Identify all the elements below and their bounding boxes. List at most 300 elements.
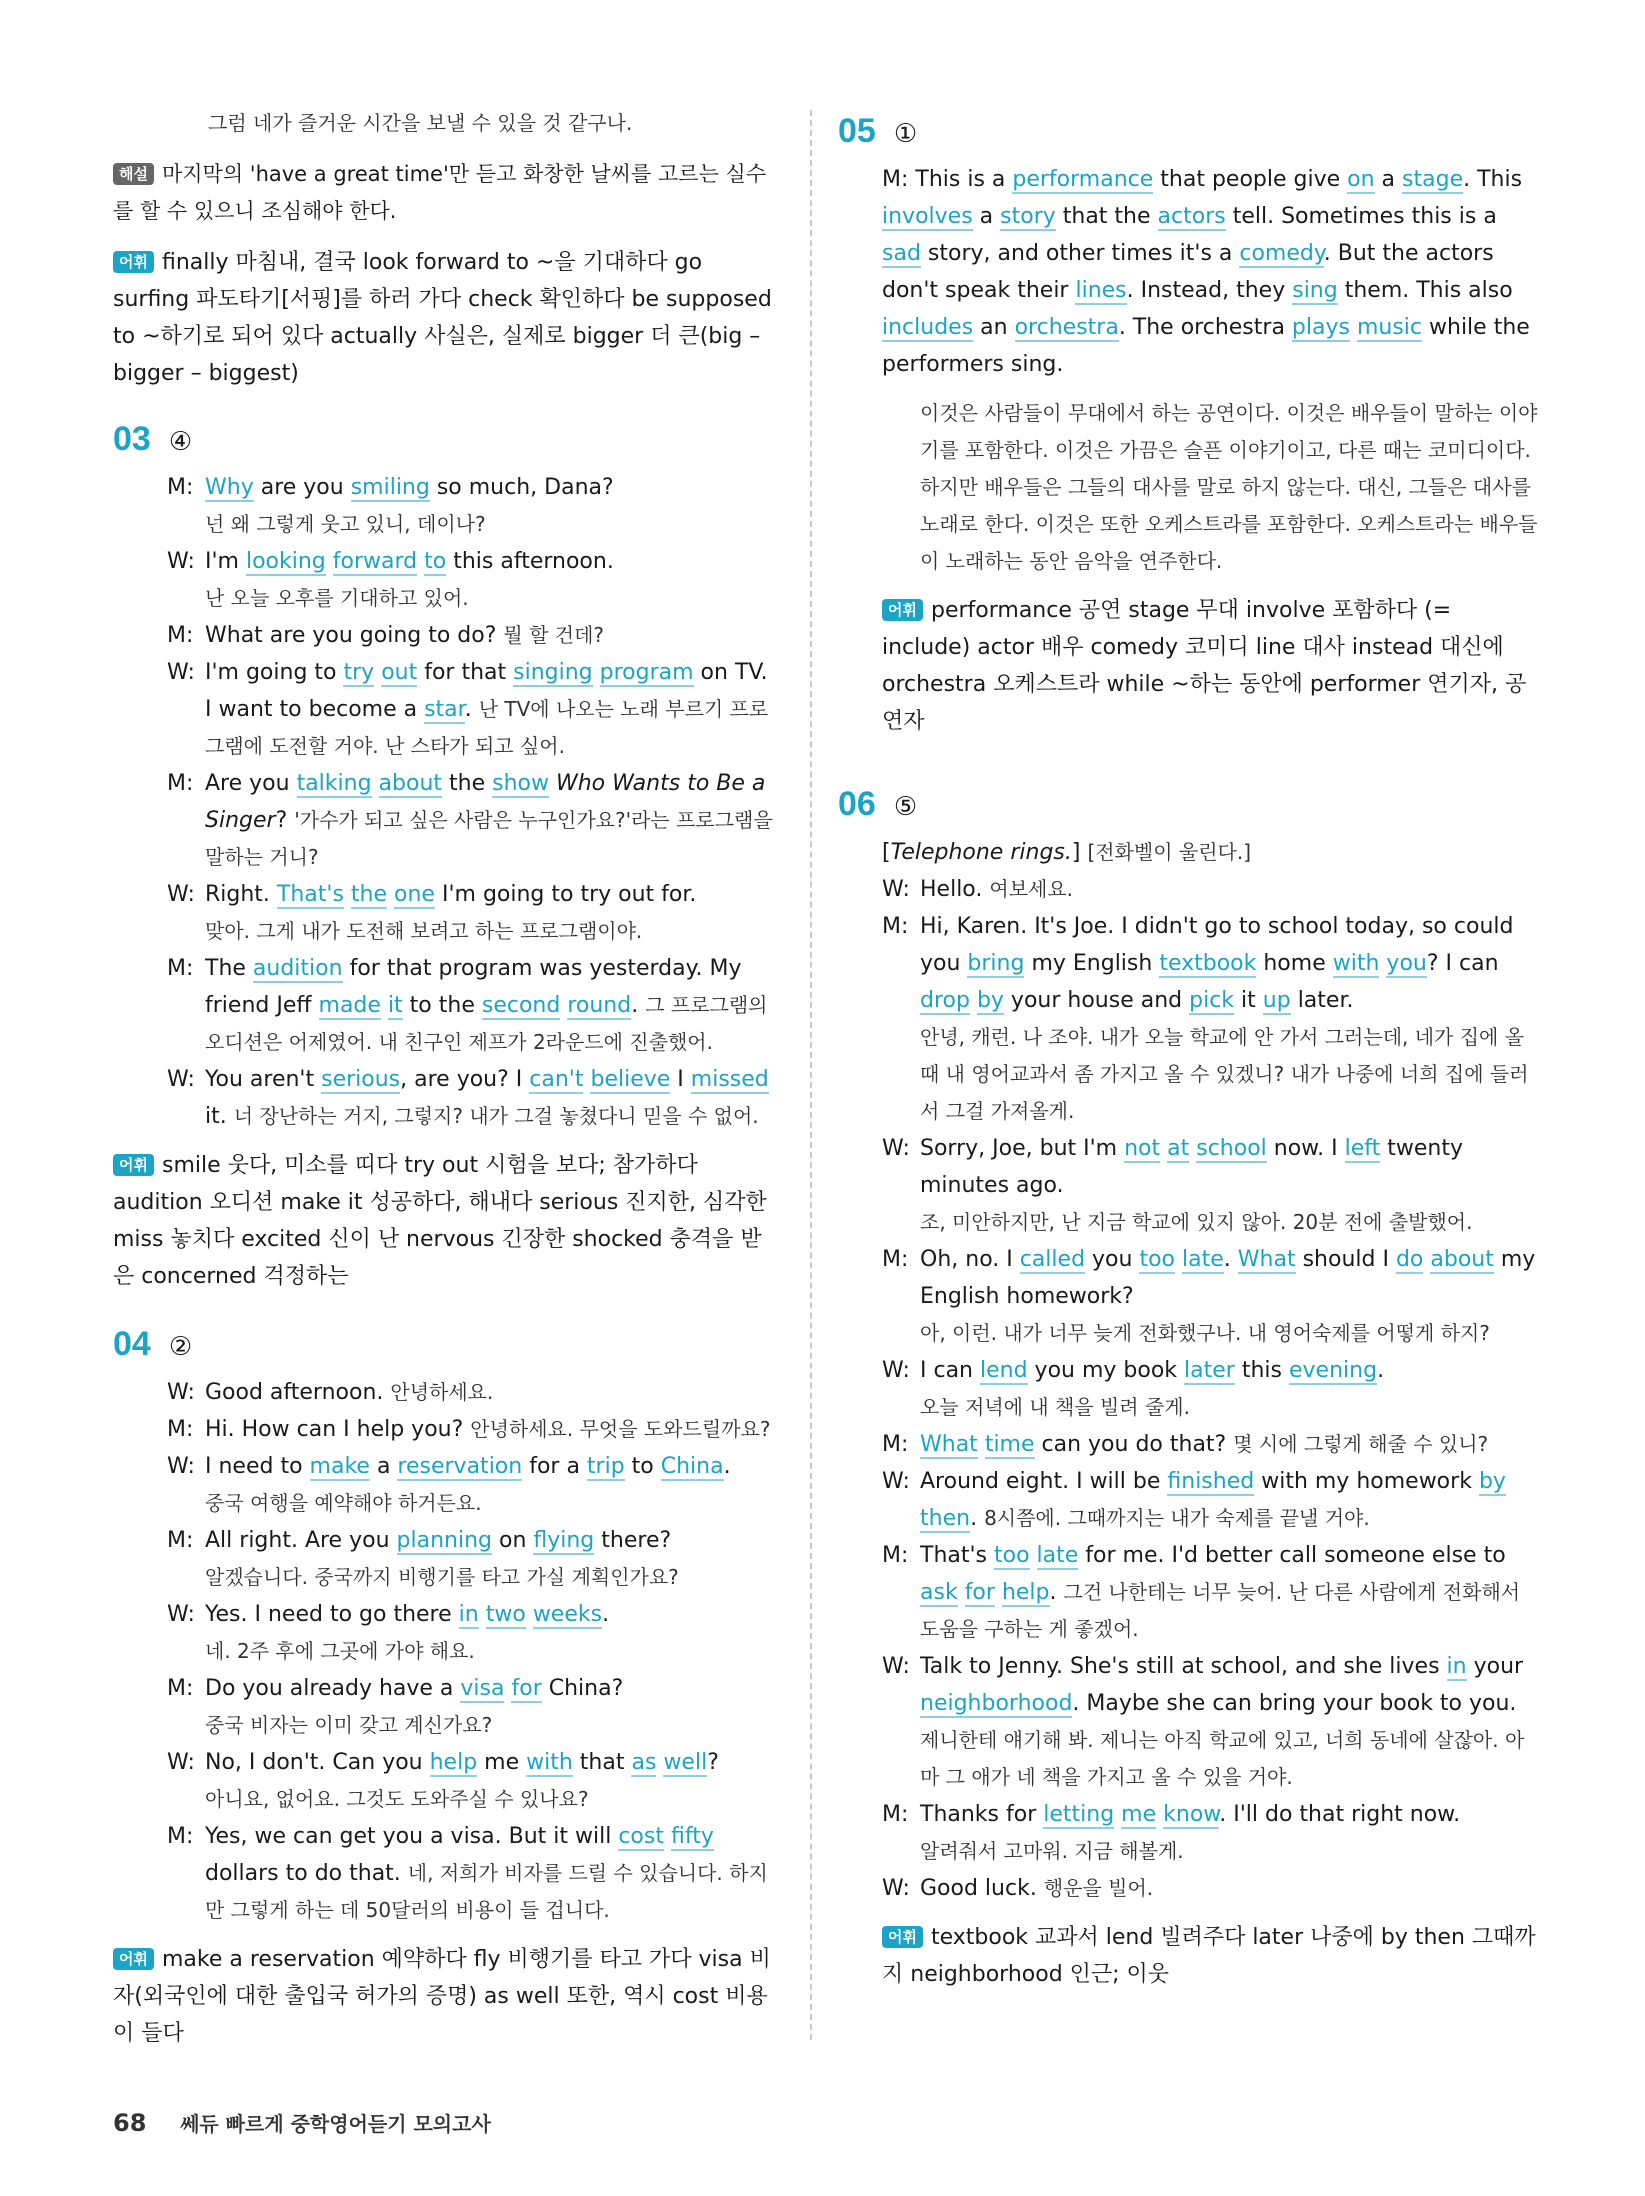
q03-header bbox=[113, 420, 781, 459]
blank-answer: at bbox=[1167, 1136, 1190, 1161]
utterance bbox=[920, 1463, 1538, 1537]
blank-answer: by bbox=[1478, 1469, 1506, 1494]
stage-direction-text: Telephone rings. bbox=[890, 840, 1072, 865]
question-number: 04 bbox=[113, 1325, 151, 1363]
speaker-label: M: bbox=[167, 956, 194, 981]
dialog-text: there? bbox=[594, 1528, 672, 1553]
q05-monologue bbox=[882, 161, 1538, 383]
blank-answer: for bbox=[964, 1580, 995, 1605]
blank-answer: time bbox=[984, 1432, 1035, 1457]
dialog-text: you my book bbox=[1027, 1358, 1185, 1383]
question-answer: ⑤ bbox=[893, 792, 918, 822]
blank-answer: in bbox=[458, 1602, 479, 1627]
blank-answer: ask bbox=[920, 1580, 958, 1605]
page-footer bbox=[113, 2108, 491, 2137]
dialog-text bbox=[978, 1432, 985, 1457]
dialog-text: China? bbox=[541, 1676, 624, 1701]
question-answer: ④ bbox=[168, 427, 193, 457]
korean-translation: 안녕하세요. 무엇을 도와드릴까요? bbox=[470, 1417, 771, 1441]
dialog-text: an bbox=[973, 315, 1015, 340]
dialog-line bbox=[167, 1448, 781, 1522]
blank-answer: pick bbox=[1189, 988, 1235, 1013]
speaker-label: W: bbox=[167, 1602, 195, 1627]
blank-answer: drop bbox=[920, 988, 970, 1013]
blank-answer: can't bbox=[529, 1067, 584, 1092]
dialog-line bbox=[167, 876, 781, 950]
blank-answer: about bbox=[378, 771, 443, 796]
speaker-label: M: bbox=[167, 1824, 194, 1849]
korean-translation: '가수가 되고 싶은 사람은 누구인가요?'라는 프로그램을 말하는 거니? bbox=[205, 808, 773, 869]
utterance bbox=[920, 908, 1538, 1019]
speaker-label: M: bbox=[882, 1247, 909, 1272]
dialog-text: that people give bbox=[1153, 167, 1348, 192]
blank-answer: one bbox=[394, 882, 435, 907]
dialog-text bbox=[344, 882, 351, 907]
korean-translation: 그건 나한테는 너무 늦어. 난 다른 사람에게 전화해서 도움을 구하는 게 좋겠어. bbox=[920, 1580, 1521, 1641]
vocab-text: finally 마침내, 결국 look forward to ~을 기대하다 go surfing 파도타기[서핑]를 하러 가다 check 확인하다 be supposed to ~하기로 되어 있다 actually 사실은, 실제로 bigger 더 큰(big – bigger – biggest) bbox=[113, 250, 772, 386]
utterance bbox=[205, 1411, 781, 1448]
blank-answer: music bbox=[1356, 315, 1423, 340]
blank-answer: trip bbox=[586, 1454, 625, 1479]
explanation-text: 마지막의 'have a great time'만 듣고 화창한 날씨를 고르는 실수를 할 수 있으니 조심해야 한다. bbox=[113, 162, 767, 223]
q03-dialog bbox=[167, 469, 781, 1135]
blank-answer: two bbox=[485, 1602, 526, 1627]
dialog-text: Sorry, Joe, but I'm bbox=[920, 1136, 1125, 1161]
dialog-text: ? bbox=[707, 1750, 719, 1775]
dialog-text: your house and bbox=[1003, 988, 1190, 1013]
speaker-label: W: bbox=[167, 660, 195, 685]
dialog-text: with my homework bbox=[1254, 1469, 1479, 1494]
blank-answer: comedy bbox=[1239, 241, 1324, 266]
korean-translation: 난 오늘 오후를 기대하고 있어. bbox=[205, 586, 469, 610]
vocab-tag: 어휘 bbox=[882, 599, 923, 621]
blank-answer: neighborhood bbox=[920, 1691, 1073, 1716]
dialog-line bbox=[167, 654, 781, 765]
speaker-label: M: bbox=[167, 475, 194, 500]
dialog-text: . I'll do that right now. bbox=[1219, 1802, 1461, 1827]
korean-translation: 네, 저희가 비자를 드릴 수 있습니다. 하지만 그렇게 하는 데 50달러의 비용이 들 겁니다. bbox=[205, 1861, 768, 1922]
dialog-text: Do you already have a bbox=[205, 1676, 461, 1701]
dialog-line bbox=[167, 469, 781, 543]
dialog-text: Thanks for bbox=[920, 1802, 1044, 1827]
dialog-text: Hello. bbox=[920, 877, 990, 902]
korean-translation: 맞아. 그게 내가 도전해 보려고 하는 프로그램이야. bbox=[205, 919, 643, 943]
dialog-line bbox=[167, 617, 781, 654]
dialog-text: You aren't bbox=[205, 1067, 322, 1092]
korean-translation: 그 프로그램의 오디션은 어제였어. 내 친구인 제프가 2라운드에 진출했어. bbox=[205, 993, 768, 1054]
dialog-text: I'm going to try out for. bbox=[434, 882, 697, 907]
blank-answer: evening bbox=[1289, 1358, 1378, 1383]
dialog-text: it bbox=[1234, 988, 1263, 1013]
dialog-text bbox=[970, 988, 977, 1013]
blank-answer: on bbox=[1347, 167, 1375, 192]
dialog-line bbox=[167, 1596, 781, 1670]
dialog-text: No, I don't. Can you bbox=[205, 1750, 430, 1775]
speaker-label: W: bbox=[167, 1380, 195, 1405]
q05-translation: 이것은 사람들이 무대에서 하는 공연이다. 이것은 배우들이 말하는 이야기를 포함한다. 이것은 가끔은 슬픈 이야기이고, 다른 때는 코미디이다. 하지만 배우들은 그들의 대사를 말로 하지 않는다. 대신, 그들은 대사를 노래로 한다. 이것은 또한 오케스트라를 포함한다. 오케스트라는 배우들이 노래하는 동안 음악을 연주한다. bbox=[920, 401, 1538, 573]
vocab-text: smile 웃다, 미소를 띠다 try out 시험을 보다; 참가하다 audition 오디션 make it 성공하다, 해내다 serious 진지한, 심각한 miss 놓치다 excited 신이 난 nervous 긴장한 shocked 충격을 받은 concerned 걱정하는 bbox=[113, 1153, 767, 1289]
dialog-text: , are you? I bbox=[400, 1067, 530, 1092]
blank-answer: finished bbox=[1167, 1469, 1255, 1494]
blank-answer: in bbox=[1446, 1654, 1467, 1679]
blank-answer: with bbox=[1332, 951, 1380, 976]
speaker-label: M: bbox=[882, 914, 909, 939]
blank-answer: with bbox=[526, 1750, 573, 1775]
vocab-text: performance 공연 stage 무대 involve 포함하다 (= include) actor 배우 comedy 코미디 line 대사 instead 대신에 orchestra 오케스트라 while ~하는 동안에 performer 연기자, 공연자 bbox=[882, 598, 1527, 734]
utterance bbox=[205, 1744, 781, 1781]
dialog-text: on TV. I want to become a bbox=[205, 660, 768, 722]
dialog-text: it. bbox=[205, 1104, 234, 1129]
dialog-text: I'm going to bbox=[205, 660, 344, 685]
speaker-label: W: bbox=[882, 1358, 910, 1383]
blank-answer: about bbox=[1430, 1247, 1494, 1272]
blank-answer: made bbox=[318, 993, 381, 1018]
korean-translation: 알려줘서 고마워. 지금 해볼게. bbox=[920, 1839, 1184, 1863]
blank-answer: then bbox=[920, 1506, 971, 1531]
utterance bbox=[205, 617, 781, 654]
blank-answer: too bbox=[994, 1543, 1030, 1568]
speaker-label: W: bbox=[882, 1136, 910, 1161]
blank-answer: up bbox=[1262, 988, 1291, 1013]
dialog-text bbox=[381, 993, 388, 1018]
explanation bbox=[113, 156, 781, 230]
dialog-text bbox=[549, 771, 556, 796]
dialog-text: I bbox=[670, 1067, 691, 1092]
dialog-text: them. This also bbox=[1337, 278, 1513, 303]
dialog-text: . Maybe she can bring your book to you. bbox=[1072, 1691, 1517, 1716]
blank-answer: the bbox=[350, 882, 388, 907]
dialog-text bbox=[387, 882, 394, 907]
dialog-line bbox=[167, 1522, 781, 1596]
vocab-box bbox=[882, 592, 1538, 740]
blank-answer: China bbox=[660, 1454, 724, 1479]
dialog-text: so much, Dana? bbox=[429, 475, 614, 500]
dialog-text: Yes, we can get you a visa. But it will bbox=[205, 1824, 619, 1849]
dialog-text: me bbox=[477, 1750, 527, 1775]
korean-translation: 조, 미안하지만, 난 지금 학교에 있지 않아. 20분 전에 출발했어. bbox=[920, 1210, 1473, 1234]
dialog-text: Good afternoon. bbox=[205, 1380, 391, 1405]
blank-answer: too bbox=[1139, 1247, 1176, 1272]
blank-answer: forward bbox=[332, 549, 418, 574]
blank-answer: includes bbox=[882, 315, 974, 340]
dialog-text: What are you going to do? bbox=[205, 623, 504, 648]
q04-dialog bbox=[167, 1374, 781, 1929]
dialog-text: for a bbox=[522, 1454, 587, 1479]
blank-answer: actors bbox=[1157, 204, 1226, 229]
blank-answer: sing bbox=[1292, 278, 1338, 303]
dialog-line bbox=[167, 1374, 781, 1411]
dialog-text: . bbox=[1223, 1247, 1238, 1272]
dialog-text: story, and other times it's a bbox=[920, 241, 1240, 266]
dialog-text: that the bbox=[1055, 204, 1158, 229]
dialog-text bbox=[995, 1580, 1002, 1605]
utterance bbox=[205, 543, 781, 580]
blank-answer: lend bbox=[980, 1358, 1028, 1383]
q06-dialog bbox=[882, 871, 1538, 1907]
korean-translation: 중국 비자는 이미 갖고 계신가요? bbox=[205, 1713, 493, 1737]
blank-answer: believe bbox=[590, 1067, 671, 1092]
dialog-text: . bbox=[1377, 1358, 1385, 1383]
korean-translation: 제니한테 얘기해 봐. 제니는 아직 학교에 있고, 너희 동네에 살잖아. 아마 그 애가 네 책을 가지고 올 수 있을 거야. bbox=[920, 1728, 1525, 1789]
blank-answer: sad bbox=[882, 241, 921, 266]
dialog-text: ? bbox=[275, 808, 295, 833]
utterance bbox=[205, 654, 781, 765]
blank-answer: it bbox=[387, 993, 403, 1018]
dialog-text: ? I can bbox=[1426, 951, 1499, 976]
stage-direction-ko: [전화벨이 울린다.] bbox=[1087, 840, 1251, 864]
dialog-line bbox=[882, 1241, 1538, 1352]
dialog-line bbox=[882, 1426, 1538, 1463]
blank-answer: program bbox=[599, 660, 694, 685]
utterance bbox=[205, 765, 781, 876]
korean-translation: 안녕, 캐런. 나 조야. 내가 오늘 학교에 안 가서 그러는데, 네가 집에 올 때 내 영어교과서 좀 가지고 올 수 있겠니? 내가 나중에 너희 집에 들러서 그걸 가져올게. bbox=[920, 1025, 1529, 1123]
dialog-text: for that program was yesterday. My friend Jeff bbox=[205, 956, 742, 1018]
top-left-block bbox=[113, 105, 781, 392]
speaker-label: W: bbox=[167, 549, 195, 574]
dialog-text: . bbox=[723, 1454, 731, 1479]
blank-answer: fifty bbox=[670, 1824, 714, 1849]
korean-translation: 너 장난하는 거지, 그렇지? 내가 그걸 놓쳤다니 믿을 수 없어. bbox=[233, 1104, 759, 1128]
blank-answer: try bbox=[343, 660, 375, 685]
dialog-text: later. bbox=[1290, 988, 1354, 1013]
dialog-text: . bbox=[631, 993, 646, 1018]
dialog-text: . bbox=[602, 1602, 610, 1627]
dialog-line bbox=[167, 765, 781, 876]
dialog-text bbox=[326, 549, 333, 574]
dialog-text: Talk to Jenny. She's still at school, and she lives bbox=[920, 1654, 1447, 1679]
dialog-line bbox=[882, 1648, 1538, 1796]
dialog-line bbox=[167, 1061, 781, 1135]
utterance bbox=[920, 1870, 1538, 1907]
utterance bbox=[205, 469, 781, 506]
dialog-text: should I bbox=[1295, 1247, 1396, 1272]
speaker-label: W: bbox=[882, 1469, 910, 1494]
dialog-line bbox=[882, 908, 1538, 1130]
utterance bbox=[205, 1448, 781, 1485]
dialog-text: for me. I'd better call someone else to bbox=[1078, 1543, 1506, 1568]
speaker-label: M: bbox=[167, 1676, 194, 1701]
question-number: 06 bbox=[838, 785, 876, 823]
q06-header bbox=[838, 785, 1538, 824]
dialog-text: twenty minutes ago. bbox=[920, 1136, 1464, 1198]
dialog-text: this afternoon. bbox=[446, 549, 614, 574]
dialog-text bbox=[593, 660, 600, 685]
blank-answer: know bbox=[1163, 1802, 1220, 1827]
dialog-text: Right. bbox=[205, 882, 277, 907]
blank-answer: make bbox=[309, 1454, 370, 1479]
blank-answer: story bbox=[1000, 204, 1056, 229]
question-number: 03 bbox=[113, 420, 151, 458]
dialog-text: . bbox=[464, 697, 479, 722]
question-answer: ① bbox=[893, 119, 918, 149]
blank-answer: involves bbox=[882, 204, 973, 229]
blank-answer: well bbox=[663, 1750, 708, 1775]
korean-translation: 몇 시에 그렇게 해줄 수 있니? bbox=[1233, 1432, 1489, 1456]
speaker-label: W: bbox=[167, 1454, 195, 1479]
utterance bbox=[205, 1061, 781, 1135]
dialog-line bbox=[167, 950, 781, 1061]
dialog-text: . The orchestra bbox=[1118, 315, 1292, 340]
q04-section bbox=[113, 1325, 781, 2052]
utterance bbox=[205, 1522, 781, 1559]
blank-answer: to bbox=[424, 549, 447, 574]
speaker-label: M: bbox=[167, 771, 194, 796]
blank-answer: star bbox=[424, 697, 465, 722]
korean-translation: 난 TV에 나오는 노래 부르기 프로그램에 도전할 거야. 난 스타가 되고 싶어. bbox=[205, 697, 769, 758]
dialog-text: a bbox=[972, 204, 1001, 229]
utterance bbox=[920, 1426, 1538, 1463]
vocab-tag: 어휘 bbox=[882, 1926, 923, 1948]
blank-answer: weeks bbox=[532, 1602, 603, 1627]
dialog-text: The bbox=[205, 956, 253, 981]
dialog-text: to the bbox=[402, 993, 482, 1018]
vocab-box bbox=[882, 1919, 1538, 1993]
blank-answer: planning bbox=[396, 1528, 492, 1553]
dialog-line bbox=[882, 1352, 1538, 1426]
utterance bbox=[205, 1818, 781, 1929]
dialog-text: Hi. How can I help you? bbox=[205, 1417, 471, 1442]
book-title: 쎄듀 빠르게 중학영어듣기 모의고사 bbox=[180, 2112, 491, 2136]
blank-answer: by bbox=[976, 988, 1004, 1013]
dialog-text: home bbox=[1256, 951, 1333, 976]
dialog-text bbox=[372, 771, 379, 796]
utterance bbox=[920, 871, 1538, 908]
speaker-label: W: bbox=[882, 1654, 910, 1679]
vocab-tag: 어휘 bbox=[113, 1154, 154, 1176]
blank-answer: Why bbox=[205, 475, 254, 500]
utterance bbox=[205, 950, 781, 1061]
blank-answer: performance bbox=[1012, 167, 1154, 192]
dialog-text: my English homework? bbox=[920, 1247, 1536, 1309]
dialog-line bbox=[167, 1411, 781, 1448]
blank-answer: show bbox=[492, 771, 549, 796]
utterance bbox=[205, 876, 781, 913]
vocab-tag: 어휘 bbox=[113, 1948, 154, 1970]
blank-answer: stage bbox=[1402, 167, 1464, 192]
blank-answer: What bbox=[1237, 1247, 1296, 1272]
dialog-text: Oh, no. I bbox=[920, 1247, 1020, 1272]
speaker-label: M: bbox=[882, 1432, 909, 1457]
korean-translation: 아, 이런. 내가 너무 늦게 전화했구나. 내 영어숙제를 어떻게 하지? bbox=[920, 1321, 1490, 1345]
dialog-text: for that bbox=[417, 660, 514, 685]
utterance bbox=[920, 1537, 1538, 1648]
stage-direction: [Telephone rings.] [전화벨이 울린다.] bbox=[882, 840, 1251, 865]
dialog-text: That's bbox=[920, 1543, 994, 1568]
explanation-tag: 해설 bbox=[113, 163, 154, 185]
korean-translation: 아니요, 없어요. 그것도 도와주실 수 있나요? bbox=[205, 1787, 589, 1811]
blank-answer: school bbox=[1196, 1136, 1267, 1161]
vocab-box bbox=[113, 244, 781, 392]
blank-answer: singing bbox=[513, 660, 593, 685]
speaker-label: M: bbox=[167, 1528, 194, 1553]
korean-translation: 네. 2주 후에 그곳에 가야 해요. bbox=[205, 1639, 475, 1663]
utterance bbox=[920, 1241, 1538, 1315]
blank-answer: cost bbox=[618, 1824, 664, 1849]
q03-section bbox=[113, 420, 781, 1295]
dialog-text bbox=[958, 1580, 965, 1605]
q05-header bbox=[838, 112, 1538, 151]
blank-answer: bring bbox=[967, 951, 1025, 976]
blank-answer: help bbox=[1001, 1580, 1050, 1605]
utterance bbox=[205, 1374, 781, 1411]
blank-answer: visa bbox=[460, 1676, 505, 1701]
korean-translation: 알겠습니다. 중국까지 비행기를 타고 가실 계획인가요? bbox=[205, 1565, 679, 1589]
dialog-text: Are you bbox=[205, 771, 297, 796]
vocab-text: textbook 교과서 lend 빌려주다 later 나중에 by then 그때까지 neighborhood 인근; 이웃 bbox=[882, 1925, 1536, 1987]
speaker-label: M: bbox=[167, 1417, 194, 1442]
blank-answer: textbook bbox=[1159, 951, 1257, 976]
dialog-text: Around eight. I will be bbox=[920, 1469, 1168, 1494]
blank-answer: plays bbox=[1291, 315, 1350, 340]
utterance bbox=[920, 1648, 1538, 1796]
dialog-text: that bbox=[572, 1750, 632, 1775]
blank-answer: What bbox=[920, 1432, 978, 1457]
title-text: Who Wants to Be a Singer bbox=[205, 771, 766, 833]
blank-answer: missed bbox=[690, 1067, 769, 1092]
utterance bbox=[920, 1130, 1538, 1204]
blank-answer: orchestra bbox=[1014, 315, 1119, 340]
dialog-text: M: This is a bbox=[882, 167, 1013, 192]
utterance bbox=[205, 1596, 781, 1633]
dialog-line bbox=[167, 1744, 781, 1818]
speaker-label: W: bbox=[882, 877, 910, 902]
blank-answer: as bbox=[631, 1750, 657, 1775]
blank-answer: late bbox=[1182, 1247, 1224, 1272]
korean-translation: 중국 여행을 예약해야 하거든요. bbox=[205, 1491, 482, 1515]
blank-answer: smiling bbox=[350, 475, 430, 500]
blank-answer: flying bbox=[533, 1528, 595, 1553]
dialog-line bbox=[882, 1537, 1538, 1648]
blank-answer: called bbox=[1019, 1247, 1086, 1272]
blank-answer: That's bbox=[276, 882, 344, 907]
speaker-label: M: bbox=[167, 623, 194, 648]
vocab-box bbox=[113, 1147, 781, 1295]
speaker-label: W: bbox=[882, 1876, 910, 1901]
dialog-text: a bbox=[369, 1454, 398, 1479]
dialog-text: I'm bbox=[205, 549, 246, 574]
blank-answer: second bbox=[481, 993, 561, 1018]
dialog-text: dollars to do that. bbox=[205, 1861, 408, 1886]
dialog-text: All right. Are you bbox=[205, 1528, 397, 1553]
blank-answer: do bbox=[1395, 1247, 1424, 1272]
blank-answer: me bbox=[1121, 1802, 1157, 1827]
vocab-box bbox=[113, 1941, 781, 2052]
korean-translation: 뭘 할 건데? bbox=[503, 623, 605, 647]
dialog-text: I need to bbox=[205, 1454, 310, 1479]
dialog-text: your bbox=[1466, 1654, 1524, 1679]
q05-section bbox=[838, 112, 1538, 740]
blank-answer: reservation bbox=[397, 1454, 523, 1479]
prev-translation: 그럼 네가 즐거운 시간을 보낼 수 있을 것 같구나. bbox=[208, 111, 633, 135]
dialog-text: while the performers sing. bbox=[882, 315, 1530, 377]
dialog-text bbox=[664, 1824, 671, 1849]
korean-translation: 8시쯤에. 그때까지는 내가 숙제를 끝낼 거야. bbox=[984, 1506, 1370, 1530]
blank-answer: late bbox=[1036, 1543, 1079, 1568]
dialog-text: my English bbox=[1024, 951, 1160, 976]
dialog-text: now. I bbox=[1266, 1136, 1345, 1161]
dialog-text: Hi, Karen. It's Joe. I didn't go to school today, so could you bbox=[920, 914, 1514, 976]
blank-answer: round bbox=[567, 993, 632, 1018]
blank-answer: not bbox=[1124, 1136, 1161, 1161]
korean-translation: 오늘 저녁에 내 책을 빌려 줄게. bbox=[920, 1395, 1190, 1419]
dialog-text bbox=[1350, 315, 1357, 340]
korean-translation: 행운을 빌어. bbox=[1043, 1876, 1154, 1900]
blank-answer: later bbox=[1184, 1358, 1235, 1383]
dialog-text: on bbox=[491, 1528, 534, 1553]
vocab-text: make a reservation 예약하다 fly 비행기를 타고 가다 visa 비자(외국인에 대한 출입국 허가의 증명) as well 또한, 역시 cost 비용이 들다 bbox=[113, 1947, 771, 2046]
column-divider bbox=[810, 110, 812, 2040]
dialog-text: . But the actors don't speak their bbox=[882, 241, 1494, 303]
